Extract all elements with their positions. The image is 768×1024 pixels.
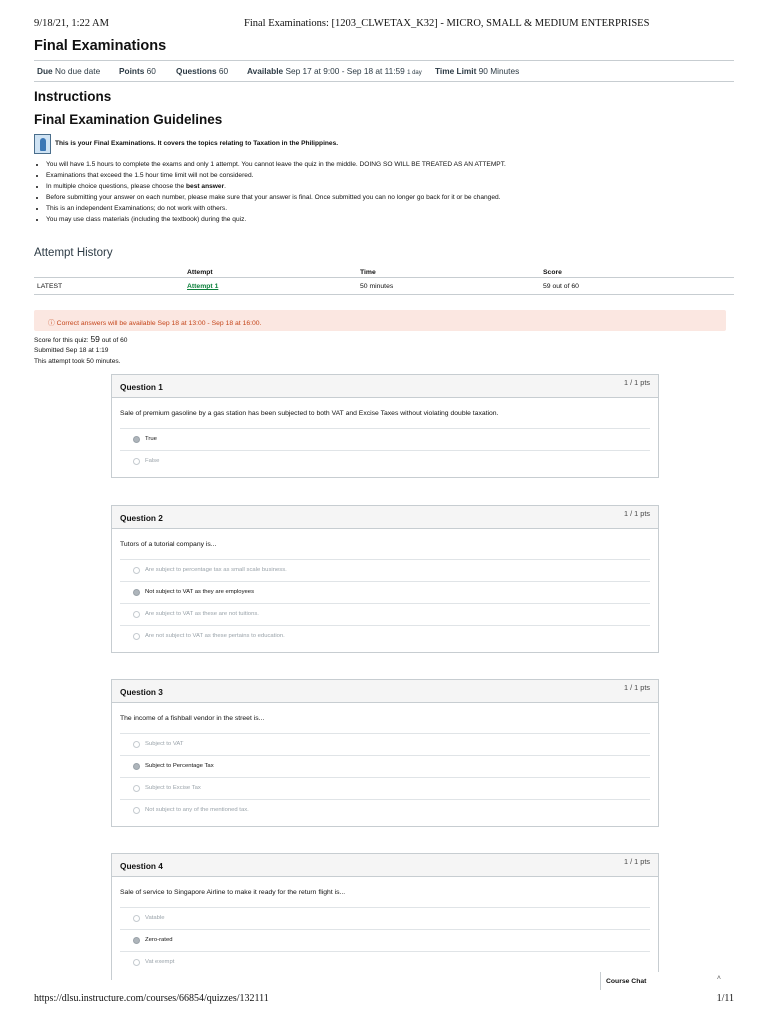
question-text (112, 703, 658, 733)
attempt-history-heading: Attempt History (34, 247, 113, 259)
answer-option[interactable] (120, 929, 650, 951)
answer-option[interactable] (120, 559, 650, 581)
page-number: 1/11 (716, 993, 734, 1004)
question-name: Question 1 (120, 382, 163, 392)
column-header-time: Time (360, 269, 376, 276)
due-detail (37, 66, 100, 76)
answer-option[interactable] (120, 777, 650, 799)
time-limit-label: Time Limit (435, 66, 477, 76)
question-text-content: The income of a fishball vendor in the street is... (120, 715, 265, 722)
column-header-score: Score (543, 269, 562, 276)
correct-answers-banner (34, 310, 726, 331)
instructions-heading: Instructions (34, 89, 112, 104)
question-text (112, 529, 658, 559)
radio-icon (133, 807, 140, 814)
question-name: Question 4 (120, 861, 163, 871)
answer-label: Zero-rated (145, 937, 173, 943)
due-value: No due date (55, 66, 101, 76)
rules-list (34, 159, 506, 225)
radio-selected-icon (133, 763, 140, 770)
page-url: https://dlsu.instructure.com/courses/66854/quizzes/132111 (34, 993, 269, 1004)
available-label: Available (247, 66, 284, 76)
radio-selected-icon (133, 589, 140, 596)
question-points: 1 / 1 pts (624, 378, 650, 387)
guidelines-heading: Final Examination Guidelines (34, 112, 223, 127)
attempt-history-table (34, 266, 734, 295)
rule-item (46, 181, 506, 192)
question-card (111, 853, 659, 980)
duration-line: This attempt took 50 minutes. (34, 358, 121, 365)
answer-option[interactable] (120, 581, 650, 603)
question-text-content: Sale of service to Singapore Airline to make it ready for the return flight is... (120, 889, 346, 896)
answer-label: Subject to VAT (145, 741, 184, 747)
radio-icon (133, 959, 140, 966)
question-name: Question 3 (120, 687, 163, 697)
print-page-title: Final Examinations: [1203_CLWETAX_K32] - MICRO, SMALL & MEDIUM ENTERPRISES (244, 18, 650, 29)
answer-option[interactable] (120, 799, 650, 821)
radio-icon (133, 915, 140, 922)
intro-text: This is your Final Examinations. It covers the topics relating to Taxation in the Philippines. (55, 140, 339, 147)
answer-label: Subject to Excise Tax (145, 785, 201, 791)
score-info (34, 334, 127, 367)
time-limit-detail (435, 66, 519, 76)
available-value: Sep 17 at 9:00 - Sep 18 at 11:59 (285, 66, 405, 76)
score-suffix: out of 60 (99, 337, 128, 344)
quiz-details-bar (34, 60, 734, 82)
answer-label: Vat exempt (145, 959, 175, 965)
score-value: 59 (90, 334, 100, 344)
available-detail (247, 66, 422, 76)
table-row (34, 278, 734, 295)
answer-label: Subject to Percentage Tax (145, 763, 214, 769)
radio-icon (133, 567, 140, 574)
rule-item: • You will have 1.5 hours to complete the exams and only 1 attempt. You cannot leave the quiz in the middle. DOING SO WILL BE TREATED AS AN ATTEMPT. (46, 159, 506, 170)
question-header (112, 680, 658, 703)
answer-label: Are subject to VAT as these are not tuitions. (145, 611, 259, 617)
print-datetime: 9/18/21, 1:22 AM (34, 18, 109, 29)
due-label: Due (37, 66, 53, 76)
attempt-time: 50 minutes (360, 283, 394, 290)
answer-option[interactable] (120, 733, 650, 755)
question-header (112, 506, 658, 529)
answer-list (112, 907, 658, 973)
attempt-row-label: LATEST (37, 283, 63, 290)
question-text-content: Tutors of a tutorial company is... (120, 541, 217, 548)
question-text (112, 398, 658, 428)
answer-option[interactable] (120, 625, 650, 647)
radio-icon (133, 458, 140, 465)
radio-selected-icon (133, 436, 140, 443)
score-prefix: Score for this quiz: (34, 337, 91, 344)
question-text (112, 877, 658, 907)
print-footer (34, 993, 734, 1007)
quiz-title: Final Examinations (34, 38, 167, 54)
questions-value: 60 (218, 66, 229, 76)
question-points: 1 / 1 pts (624, 857, 650, 866)
chevron-up-icon: ˄ (716, 975, 721, 982)
rule-text: In multiple choice questions, please choose the (46, 183, 187, 190)
banner-text: ⓘ Correct answers will be available Sep 18 at 13:00 - Sep 18 at 16:00. (48, 320, 262, 327)
score-line (34, 334, 127, 345)
rule-item: • Before submitting your answer on each number, please make sure that your answer is final. Once submitted you can no longer go back for it or be changed. (46, 192, 506, 203)
available-duration: 1 day (407, 70, 422, 76)
question-points: 1 / 1 pts (624, 683, 650, 692)
student-icon (34, 134, 51, 154)
answer-option[interactable] (120, 755, 650, 777)
print-header (34, 18, 734, 32)
question-text-content: Sale of premium gasoline by a gas station has been subjected to both VAT and Excise Taxes without violating double taxation. (120, 410, 499, 417)
answer-label: Are subject to percentage tax as small scale business. (145, 567, 287, 573)
rule-item: • This is an independent Examinations; do not work with others. (46, 203, 506, 214)
question-card (111, 374, 659, 478)
guidelines-intro (34, 134, 734, 156)
answer-label: True (145, 436, 157, 442)
answer-option[interactable] (120, 907, 650, 929)
question-header (112, 854, 658, 877)
answer-option[interactable] (120, 951, 650, 973)
answer-label: Are not subject to VAT as these pertains to education. (145, 633, 285, 639)
attempt-table-header (34, 266, 734, 278)
answer-label: Not subject to VAT as they are employees (145, 589, 255, 595)
rule-text: . (224, 183, 226, 190)
answer-list (112, 428, 658, 472)
questions-detail (176, 66, 228, 76)
radio-selected-icon (133, 937, 140, 944)
attempt-score: 59 out of 60 (543, 283, 579, 290)
answer-option[interactable] (120, 428, 650, 450)
answer-option[interactable] (120, 450, 650, 472)
rule-item: • You may use class materials (including the textbook) during the quiz. (46, 214, 506, 225)
answer-label: False (145, 458, 160, 464)
radio-icon (133, 633, 140, 640)
points-label: Points (119, 66, 145, 76)
questions-label: Questions (176, 66, 217, 76)
points-value: 60 (146, 66, 156, 76)
question-card (111, 505, 659, 653)
attempt-link[interactable]: Attempt 1 (187, 283, 219, 290)
rule-item: • Examinations that exceed the 1.5 hour time limit will not be considered. (46, 170, 506, 181)
submitted-line: Submitted Sep 18 at 1:19 (34, 347, 109, 354)
answer-list (112, 559, 658, 647)
answer-list (112, 733, 658, 821)
question-points: 1 / 1 pts (624, 509, 650, 518)
points-detail (119, 66, 156, 76)
column-header-attempt: Attempt (187, 269, 213, 276)
answer-label: Vatable (145, 915, 165, 921)
rule-emphasis: best answer (186, 183, 225, 190)
time-limit-value: 90 Minutes (478, 66, 520, 76)
answer-option[interactable] (120, 603, 650, 625)
question-name: Question 2 (120, 513, 163, 523)
course-chat-label: Course Chat (606, 978, 647, 985)
radio-icon (133, 741, 140, 748)
answer-label: Not subject to any of the mentioned tax. (145, 807, 249, 813)
course-chat-button[interactable] (600, 972, 735, 990)
radio-icon (133, 611, 140, 618)
question-header (112, 375, 658, 398)
radio-icon (133, 785, 140, 792)
question-card (111, 679, 659, 827)
